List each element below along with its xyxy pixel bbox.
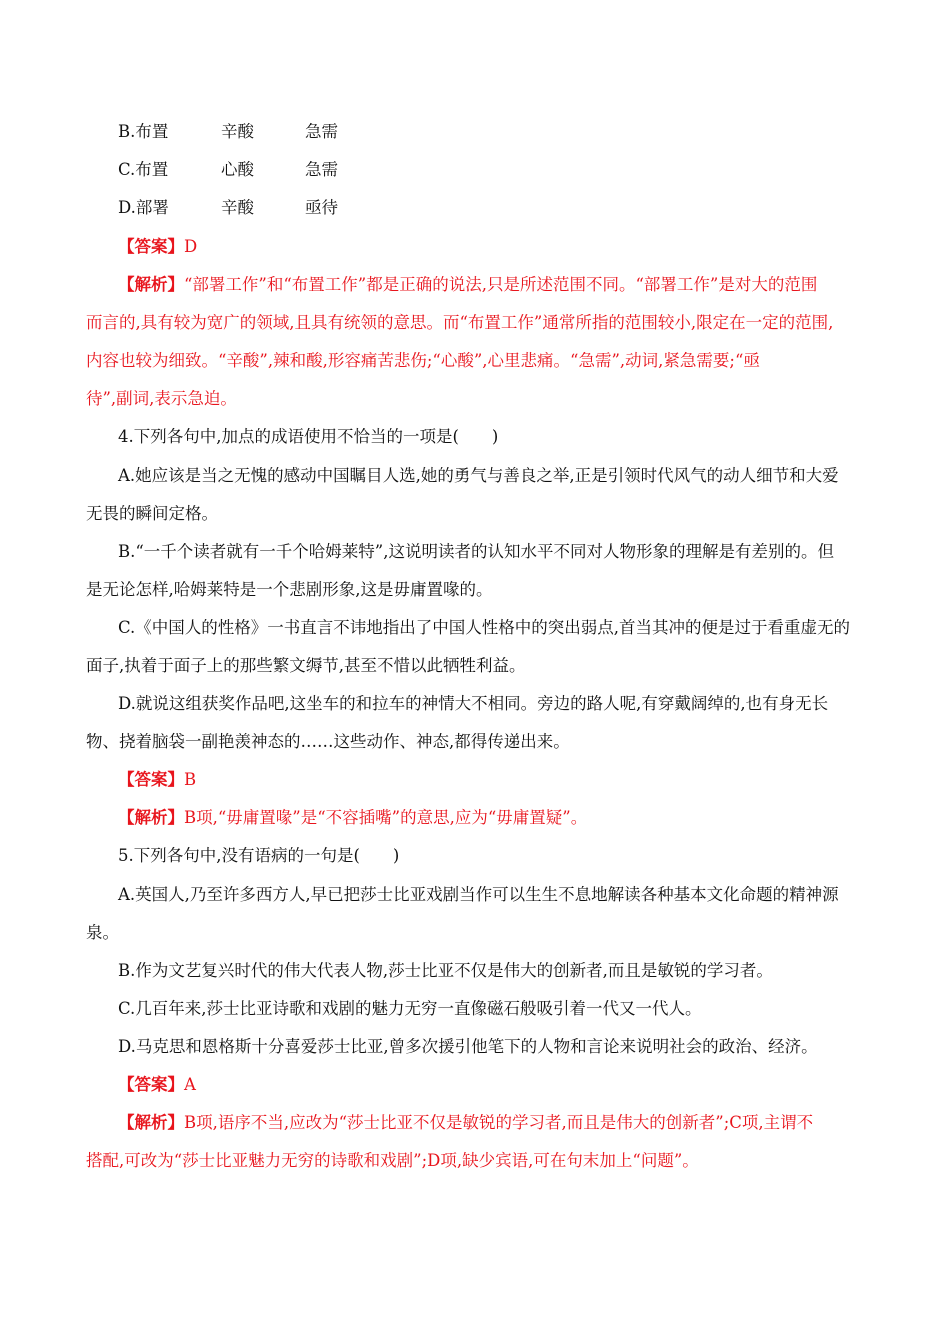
option-label: D. <box>118 198 136 217</box>
q4-option-d-cont: 物、挠着脑袋一副艳羡神态的……这些动作、神态,都得传递出来。 <box>86 732 570 751</box>
q5-stem: 5.下列各句中,没有语病的一句是( ) <box>118 846 400 865</box>
q5-analysis-line <box>118 1112 813 1134</box>
q4-option-b-cont: 是无论怎样,哈姆莱特是一个悲剧形象,这是毋庸置喙的。 <box>86 580 493 599</box>
answer-value: A <box>184 1075 196 1094</box>
answer-tag: 【答案】 <box>118 770 184 789</box>
q3-analysis-line: 待”,副词,表示急迫。 <box>86 389 237 408</box>
q5-analysis-line: 搭配,可改为“莎士比亚魅力无穷的诗歌和戏剧”;D项,缺少宾语,可在句末加上“问题”。 <box>86 1151 699 1170</box>
analysis-text: B项,“毋庸置喙”是“不容插嘴”的意思,应为“毋庸置疑”。 <box>184 808 588 827</box>
analysis-tag: 【解析】 <box>118 275 184 294</box>
q4-option-a-cont: 无畏的瞬间定格。 <box>86 504 218 523</box>
q3-analysis-line: 而言的,具有较为宽广的领域,且具有统领的意思。而“布置工作”通常所指的范围较小,限定在一定的范围, <box>86 313 834 332</box>
q4-option-c-cont: 面子,执着于面子上的那些繁文缛节,甚至不惜以此牺牲利益。 <box>86 656 526 675</box>
q3-analysis-line: 内容也较为细致。“辛酸”,辣和酸,形容痛苦悲伤;“心酸”,心里悲痛。“急需”,动词,紧急需要;“亟 <box>86 351 760 370</box>
option-word-1: 布置 <box>135 122 169 141</box>
answer-value: D <box>184 237 198 256</box>
q3-option-b <box>118 121 338 143</box>
option-word-2: 辛酸 <box>221 198 254 217</box>
option-word-3: 急需 <box>305 160 338 179</box>
analysis-text: B项,语序不当,应改为“莎士比亚不仅是敏锐的学习者,而且是伟大的创新者”;C项,主谓不 <box>184 1113 814 1132</box>
analysis-tag: 【解析】 <box>118 808 184 827</box>
option-label: C. <box>118 160 136 179</box>
q3-option-d <box>118 197 338 219</box>
q4-stem: 4.下列各句中,加点的成语使用不恰当的一项是( ) <box>118 427 499 446</box>
q4-option-c: C.《中国人的性格》一书直言不讳地指出了中国人性格中的突出弱点,首当其冲的便是过于看重虚无的 <box>118 618 851 637</box>
q5-option-a-cont: 泉。 <box>86 923 119 942</box>
q4-option-a: A.她应该是当之无愧的感动中国瞩目人选,她的勇气与善良之举,正是引领时代风气的动人细节和大爱 <box>118 466 839 485</box>
option-word-3: 急需 <box>305 122 338 141</box>
analysis-text: “部署工作”和“布置工作”都是正确的说法,只是所述范围不同。“部署工作”是对大的范围 <box>184 275 818 294</box>
answer-tag: 【答案】 <box>118 1075 184 1094</box>
option-label: B. <box>118 122 136 141</box>
q4-answer <box>118 769 196 791</box>
q3-analysis-line <box>118 274 817 296</box>
option-word-1: 布置 <box>135 160 169 179</box>
q4-analysis <box>118 807 587 829</box>
q3-option-c <box>118 159 338 181</box>
answer-tag: 【答案】 <box>118 237 184 256</box>
analysis-tag: 【解析】 <box>118 1113 184 1132</box>
q5-option-b: B.作为文艺复兴时代的伟大代表人物,莎士比亚不仅是伟大的创新者,而且是敏锐的学习者。 <box>118 961 773 980</box>
q5-option-a: A.英国人,乃至许多西方人,早已把莎士比亚戏剧当作可以生生不息地解读各种基本文化命题的精神源 <box>118 885 839 904</box>
answer-value: B <box>184 770 197 789</box>
option-word-2: 辛酸 <box>221 122 254 141</box>
option-word-3: 亟待 <box>305 198 338 217</box>
q4-option-b: B.“一千个读者就有一千个哈姆莱特”,这说明读者的认知水平不同对人物形象的理解是有差别的。但 <box>118 542 834 561</box>
q5-option-d: D.马克思和恩格斯十分喜爱莎士比亚,曾多次援引他笔下的人物和言论来说明社会的政治、经济。 <box>118 1037 818 1056</box>
q3-answer <box>118 236 197 258</box>
q4-option-d: D.就说这组获奖作品吧,这坐车的和拉车的神情大不相同。旁边的路人呢,有穿戴阔绰的,也有身无长 <box>118 694 829 713</box>
option-word-1: 部署 <box>135 198 169 217</box>
q5-option-c: C.几百年来,莎士比亚诗歌和戏剧的魅力无穷一直像磁石般吸引着一代又一代人。 <box>118 999 702 1018</box>
q5-answer <box>118 1074 196 1096</box>
option-word-2: 心酸 <box>221 160 254 179</box>
